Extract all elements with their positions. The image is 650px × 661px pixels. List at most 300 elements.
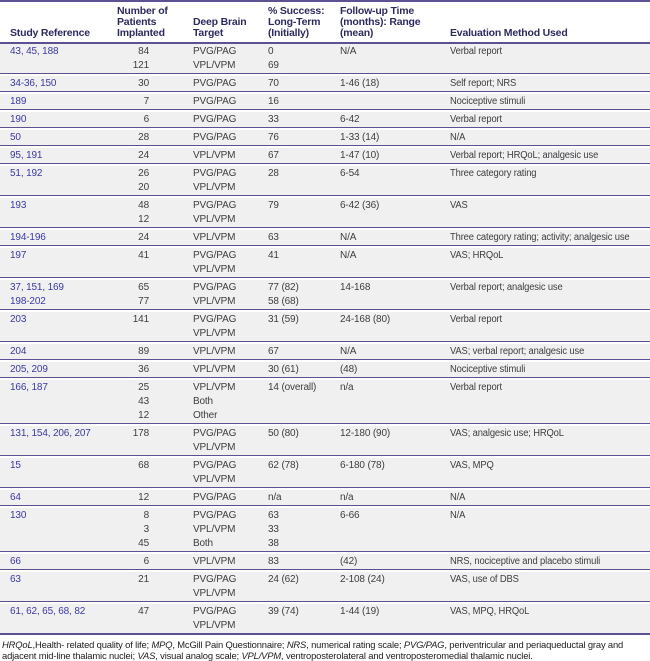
cell-line: n/a	[340, 382, 354, 393]
column-header-line: Target	[193, 27, 224, 39]
cell-percent-success	[268, 94, 340, 109]
study-reference-link[interactable]: 194-196	[10, 232, 46, 243]
cell-line: 14-168	[340, 282, 371, 293]
cell-line: PVG/PAG	[193, 574, 237, 585]
cell-line: 84	[138, 46, 149, 57]
cell-study-reference	[10, 166, 117, 195]
footnote-text: ,Health- related quality of life;	[32, 639, 152, 650]
cell-line: VPL/VPM	[193, 382, 236, 393]
cell-line: 28	[138, 132, 149, 143]
cell-line: 67	[268, 346, 279, 357]
cell-line: Nociceptive stimuli	[450, 364, 526, 375]
cell-line: 69	[268, 60, 279, 71]
cell-line: 16	[268, 96, 279, 107]
cell-line: 45	[138, 538, 149, 549]
cell-percent-success	[268, 44, 340, 73]
cell-line: VPL/VPM	[193, 588, 236, 599]
table-row	[0, 148, 650, 164]
cell-line: 77	[138, 296, 149, 307]
cell-line	[10, 459, 117, 473]
column-header-line: Evaluation Method Used	[450, 27, 568, 39]
cell-evaluation-method	[450, 458, 630, 487]
footnote-abbreviation: VAS	[137, 650, 156, 661]
cell-line: 47	[138, 606, 149, 617]
cell-line: 24 (62)	[268, 574, 299, 585]
cell-percent-success	[268, 198, 340, 227]
cell-patients-implanted	[117, 344, 193, 359]
study-reference-link[interactable]: 63	[10, 574, 21, 585]
cell-line	[10, 381, 117, 395]
cell-line: VPL/VPM	[193, 364, 236, 375]
cell-study-reference	[10, 148, 117, 163]
cell-line: Verbal report	[450, 114, 502, 125]
column-header-deep-brain-target	[193, 6, 268, 39]
cell-line: 6-54	[340, 168, 360, 179]
cell-line: 70	[268, 78, 279, 89]
footnote-abbreviation: VPL/VPM	[241, 650, 282, 661]
footnote-text: , numerical rating scale;	[306, 639, 404, 650]
cell-line: Three category rating; activity; analgesic use	[450, 232, 630, 243]
study-reference-link[interactable]: 189	[10, 96, 27, 107]
table-row	[0, 312, 650, 342]
cell-deep-brain-target	[193, 112, 268, 127]
cell-line: 41	[138, 250, 149, 261]
cell-line: 62 (78)	[268, 460, 299, 471]
cell-patients-implanted	[117, 112, 193, 127]
cell-line: PVG/PAG	[193, 606, 237, 617]
table-row	[0, 508, 650, 552]
cell-percent-success	[268, 508, 340, 551]
cell-line: PVG/PAG	[193, 428, 237, 439]
cell-line: n/a	[340, 492, 354, 503]
cell-line: Verbal report	[450, 314, 502, 325]
cell-line	[10, 491, 117, 505]
cell-study-reference	[10, 380, 117, 423]
cell-line: VPL/VPM	[193, 442, 236, 453]
cell-patients-implanted	[117, 426, 193, 455]
cell-line: PVG/PAG	[193, 96, 237, 107]
cell-line: 12	[138, 410, 149, 421]
cell-followup-time	[340, 44, 450, 73]
cell-evaluation-method	[450, 76, 630, 91]
cell-percent-success	[268, 490, 340, 505]
cell-line: Verbal report	[450, 46, 502, 57]
cell-deep-brain-target	[193, 76, 268, 91]
cell-deep-brain-target	[193, 572, 268, 601]
cell-line: VPL/VPM	[193, 232, 236, 243]
table-row	[0, 230, 650, 246]
cell-patients-implanted	[117, 130, 193, 145]
cell-percent-success	[268, 458, 340, 487]
cell-line: 36	[138, 364, 149, 375]
cell-line: 6-42 (36)	[340, 200, 380, 211]
cell-line	[10, 199, 117, 213]
cell-line	[10, 149, 117, 163]
cell-line: 12	[138, 492, 149, 503]
cell-patients-implanted	[117, 554, 193, 569]
cell-line: 33	[268, 114, 279, 125]
cell-patients-implanted	[117, 230, 193, 245]
cell-line: 63	[268, 510, 279, 521]
footnote-abbreviation: NRS	[286, 639, 307, 650]
table-row	[0, 572, 650, 602]
cell-line: VAS; verbal report; analgesic use	[450, 346, 585, 357]
cell-followup-time	[340, 148, 450, 163]
cell-deep-brain-target	[193, 426, 268, 455]
table-body	[0, 44, 650, 635]
cell-line: 38	[268, 538, 279, 549]
study-reference-link[interactable]: 166, 187	[10, 382, 48, 393]
table-row	[0, 94, 650, 110]
cell-line: 141	[132, 314, 149, 325]
cell-followup-time	[340, 362, 450, 377]
study-reference-link[interactable]: 197	[10, 250, 27, 261]
cell-study-reference	[10, 604, 117, 633]
cell-line	[10, 77, 117, 91]
cell-followup-time	[340, 508, 450, 551]
cell-line	[10, 113, 117, 127]
table-footnote	[0, 635, 650, 661]
table-row	[0, 130, 650, 146]
cell-line: VAS	[450, 200, 468, 211]
cell-line: 77 (82)	[268, 282, 299, 293]
cell-evaluation-method	[450, 312, 630, 341]
study-reference-link[interactable]: 15	[10, 460, 21, 471]
cell-patients-implanted	[117, 148, 193, 163]
cell-line: N/A	[450, 492, 466, 503]
cell-line: 30 (61)	[268, 364, 299, 375]
cell-deep-brain-target	[193, 312, 268, 341]
cell-followup-time	[340, 490, 450, 505]
cell-study-reference	[10, 230, 117, 245]
cell-percent-success	[268, 380, 340, 423]
cell-followup-time	[340, 198, 450, 227]
cell-study-reference	[10, 312, 117, 341]
cell-line: PVG/PAG	[193, 132, 237, 143]
cell-followup-time	[340, 166, 450, 195]
cell-line: Both	[193, 538, 213, 549]
cell-followup-time	[340, 280, 450, 309]
cell-study-reference	[10, 248, 117, 277]
cell-study-reference	[10, 344, 117, 359]
cell-line: 31 (59)	[268, 314, 299, 325]
cell-line	[10, 231, 117, 245]
cell-line: PVG/PAG	[193, 114, 237, 125]
cell-line: 24-168 (80)	[340, 314, 391, 325]
cell-line: 7	[143, 96, 149, 107]
cell-line: 79	[268, 200, 279, 211]
cell-patients-implanted	[117, 572, 193, 601]
cell-line: N/A	[450, 510, 466, 521]
cell-line: 8	[143, 510, 149, 521]
footnote-text: , visual analog scale;	[155, 650, 242, 661]
cell-patients-implanted	[117, 94, 193, 109]
cell-line: Both	[193, 396, 213, 407]
cell-evaluation-method	[450, 604, 630, 633]
cell-deep-brain-target	[193, 344, 268, 359]
cell-line: PVG/PAG	[193, 460, 237, 471]
cell-percent-success	[268, 280, 340, 309]
cell-line: VPL/VPM	[193, 524, 236, 535]
cell-evaluation-method	[450, 112, 630, 127]
cell-line: 41	[268, 250, 279, 261]
study-reference-link[interactable]: 66	[10, 556, 21, 567]
cell-line: N/A	[340, 346, 357, 357]
cell-line	[10, 167, 117, 181]
cell-deep-brain-target	[193, 230, 268, 245]
cell-line: 28	[268, 168, 279, 179]
cell-line: Other	[193, 410, 218, 421]
cell-line: (42)	[340, 556, 358, 567]
column-header-patients-implanted	[117, 6, 193, 39]
study-reference-link[interactable]: 51, 192	[10, 168, 43, 179]
table-row	[0, 426, 650, 456]
table-row	[0, 280, 650, 310]
cell-followup-time	[340, 94, 450, 109]
cell-line: 3	[143, 524, 149, 535]
cell-patients-implanted	[117, 362, 193, 377]
cell-line: 121	[132, 60, 149, 71]
cell-line: 178	[132, 428, 149, 439]
cell-study-reference	[10, 508, 117, 551]
cell-line: VPL/VPM	[193, 182, 236, 193]
cell-followup-time	[340, 312, 450, 341]
cell-study-reference	[10, 94, 117, 109]
cell-patients-implanted	[117, 604, 193, 633]
cell-study-reference	[10, 130, 117, 145]
study-reference-link[interactable]: 204	[10, 346, 27, 357]
study-reference-link[interactable]: 64	[10, 492, 21, 503]
study-reference-link[interactable]: 50	[10, 132, 21, 143]
cell-patients-implanted	[117, 166, 193, 195]
cell-line: 6-42	[340, 114, 360, 125]
cell-line: PVG/PAG	[193, 168, 237, 179]
study-reference-link[interactable]: 61, 62, 65, 68, 82	[10, 606, 86, 617]
cell-evaluation-method	[450, 572, 630, 601]
study-reference-link[interactable]: 95, 191	[10, 150, 43, 161]
study-reference-link[interactable]: 193	[10, 200, 27, 211]
cell-evaluation-method	[450, 166, 630, 195]
cell-deep-brain-target	[193, 130, 268, 145]
cell-patients-implanted	[117, 490, 193, 505]
study-reference-link[interactable]: 130	[10, 510, 27, 521]
table-row	[0, 362, 650, 378]
cell-study-reference	[10, 362, 117, 377]
cell-percent-success	[268, 604, 340, 633]
cell-line: 24	[138, 150, 149, 161]
cell-line: 6-180 (78)	[340, 460, 385, 471]
cell-line: VPL/VPM	[193, 296, 236, 307]
cell-line: 12	[138, 214, 149, 225]
column-header-line: (mean)	[340, 27, 374, 39]
cell-line: VPL/VPM	[193, 60, 236, 71]
table-row	[0, 248, 650, 278]
cell-line: PVG/PAG	[193, 314, 237, 325]
cell-study-reference	[10, 426, 117, 455]
study-reference-link[interactable]: 205, 209	[10, 364, 48, 375]
cell-line: 50 (80)	[268, 428, 299, 439]
cell-line: 48	[138, 200, 149, 211]
cell-patients-implanted	[117, 76, 193, 91]
study-reference-link[interactable]: 203	[10, 314, 27, 325]
cell-followup-time	[340, 426, 450, 455]
column-header-line: Follow-up Time	[340, 5, 415, 17]
cell-evaluation-method	[450, 198, 630, 227]
cell-patients-implanted	[117, 44, 193, 73]
cell-line: VPL/VPM	[193, 264, 236, 275]
cell-line: n/a	[268, 492, 282, 503]
cell-evaluation-method	[450, 362, 630, 377]
cell-line: 63	[268, 232, 279, 243]
cell-line: 2-108 (24)	[340, 574, 385, 585]
table-row	[0, 344, 650, 360]
column-header-line: (months): Range	[340, 16, 421, 28]
column-header-line: Deep Brain	[193, 16, 247, 28]
cell-line: 39 (74)	[268, 606, 299, 617]
cell-line: 0	[268, 46, 274, 57]
footnote-text: , periventricular and periaqueductal gray and adjacent mid-line thalamic nuclei;	[2, 639, 624, 661]
cell-line: 21	[138, 574, 149, 585]
cell-evaluation-method	[450, 508, 630, 551]
cell-line	[10, 363, 117, 377]
cell-followup-time	[340, 130, 450, 145]
table-row	[0, 458, 650, 488]
cell-percent-success	[268, 362, 340, 377]
cell-study-reference	[10, 572, 117, 601]
cell-line	[10, 509, 117, 523]
column-header-followup-time	[340, 6, 450, 39]
cell-percent-success	[268, 554, 340, 569]
cell-line: N/A	[340, 46, 357, 57]
table-row	[0, 380, 650, 424]
cell-line: 26	[138, 168, 149, 179]
column-header-line: (Initially)	[268, 27, 309, 39]
cell-line	[10, 573, 117, 587]
cell-evaluation-method	[450, 44, 630, 73]
cell-followup-time	[340, 554, 450, 569]
cell-deep-brain-target	[193, 166, 268, 195]
cell-deep-brain-target	[193, 148, 268, 163]
cell-line: PVG/PAG	[193, 510, 237, 521]
cell-followup-time	[340, 76, 450, 91]
cell-patients-implanted	[117, 198, 193, 227]
cell-line: 65	[138, 282, 149, 293]
cell-line	[10, 95, 117, 109]
cell-line: Verbal report	[450, 382, 502, 393]
cell-deep-brain-target	[193, 44, 268, 73]
cell-patients-implanted	[117, 508, 193, 551]
cell-line: (48)	[340, 364, 358, 375]
cell-line: PVG/PAG	[193, 46, 237, 57]
cell-percent-success	[268, 166, 340, 195]
footnote-text: , McGill Pain Questionnaire;	[172, 639, 287, 650]
cell-percent-success	[268, 572, 340, 601]
cell-line: 30	[138, 78, 149, 89]
table-row	[0, 554, 650, 570]
table-row	[0, 44, 650, 74]
cell-patients-implanted	[117, 458, 193, 487]
cell-patients-implanted	[117, 248, 193, 277]
cell-line	[10, 45, 117, 59]
footnote-text: , ventroposterolateral and ventroposteromedial thalamic nuclei.	[281, 650, 533, 661]
cell-line: 1-47 (10)	[340, 150, 380, 161]
cell-line: N/A	[340, 250, 357, 261]
cell-study-reference	[10, 490, 117, 505]
cell-line	[10, 295, 117, 309]
cell-deep-brain-target	[193, 198, 268, 227]
cell-deep-brain-target	[193, 604, 268, 633]
cell-deep-brain-target	[193, 380, 268, 423]
study-reference-link[interactable]: 131, 154, 206, 207	[10, 428, 91, 439]
cell-deep-brain-target	[193, 248, 268, 277]
cell-line: Self report; NRS	[450, 78, 517, 89]
cell-line: Verbal report; HRQoL; analgesic use	[450, 150, 599, 161]
study-reference-link[interactable]: 190	[10, 114, 27, 125]
cell-line: VAS, MPQ, HRQoL	[450, 606, 530, 617]
cell-line	[10, 249, 117, 263]
cell-line: 12-180 (90)	[340, 428, 391, 439]
cell-line: 20	[138, 182, 149, 193]
column-header-line: % Success:	[268, 5, 325, 17]
cell-line: VAS; HRQoL	[450, 250, 504, 261]
column-header-percent-success	[268, 6, 340, 39]
column-header-line: Study Reference	[10, 27, 90, 39]
cell-line: VPL/VPM	[193, 150, 236, 161]
cell-line: VPL/VPM	[193, 214, 236, 225]
cell-followup-time	[340, 248, 450, 277]
cell-evaluation-method	[450, 280, 630, 309]
cell-study-reference	[10, 554, 117, 569]
footnote-abbreviation: MPQ	[151, 639, 173, 650]
cell-line: PVG/PAG	[193, 200, 237, 211]
cell-line: Verbal report; analgesic use	[450, 282, 563, 293]
cell-study-reference	[10, 112, 117, 127]
cell-deep-brain-target	[193, 458, 268, 487]
cell-study-reference	[10, 458, 117, 487]
cell-evaluation-method	[450, 344, 630, 359]
cell-line	[10, 605, 117, 619]
cell-line: VAS, use of DBS	[450, 574, 519, 585]
cell-followup-time	[340, 604, 450, 633]
cell-line	[10, 281, 117, 295]
table-row	[0, 490, 650, 506]
cell-line	[340, 95, 450, 109]
study-reference-link[interactable]: 43, 45, 188	[10, 46, 59, 57]
table-row	[0, 112, 650, 128]
cell-line: 24	[138, 232, 149, 243]
cell-evaluation-method	[450, 130, 630, 145]
cell-line: VPL/VPM	[193, 620, 236, 631]
cell-line: 76	[268, 132, 279, 143]
study-reference-link[interactable]: 198-202	[10, 296, 46, 307]
cell-line: 43	[138, 396, 149, 407]
cell-deep-brain-target	[193, 280, 268, 309]
cell-evaluation-method	[450, 490, 630, 505]
study-reference-link[interactable]: 34-36, 150	[10, 78, 57, 89]
column-header-line: Number of	[117, 5, 168, 17]
cell-followup-time	[340, 458, 450, 487]
cell-line: Three category rating	[450, 168, 537, 179]
table-row	[0, 198, 650, 228]
cell-line: 68	[138, 460, 149, 471]
cell-deep-brain-target	[193, 94, 268, 109]
cell-percent-success	[268, 248, 340, 277]
cell-line	[10, 313, 117, 327]
cell-deep-brain-target	[193, 490, 268, 505]
cell-line: 14 (overall)	[268, 382, 317, 393]
cell-line: VAS; analgesic use; HRQoL	[450, 428, 564, 439]
study-reference-link[interactable]: 37, 151, 169	[10, 282, 64, 293]
